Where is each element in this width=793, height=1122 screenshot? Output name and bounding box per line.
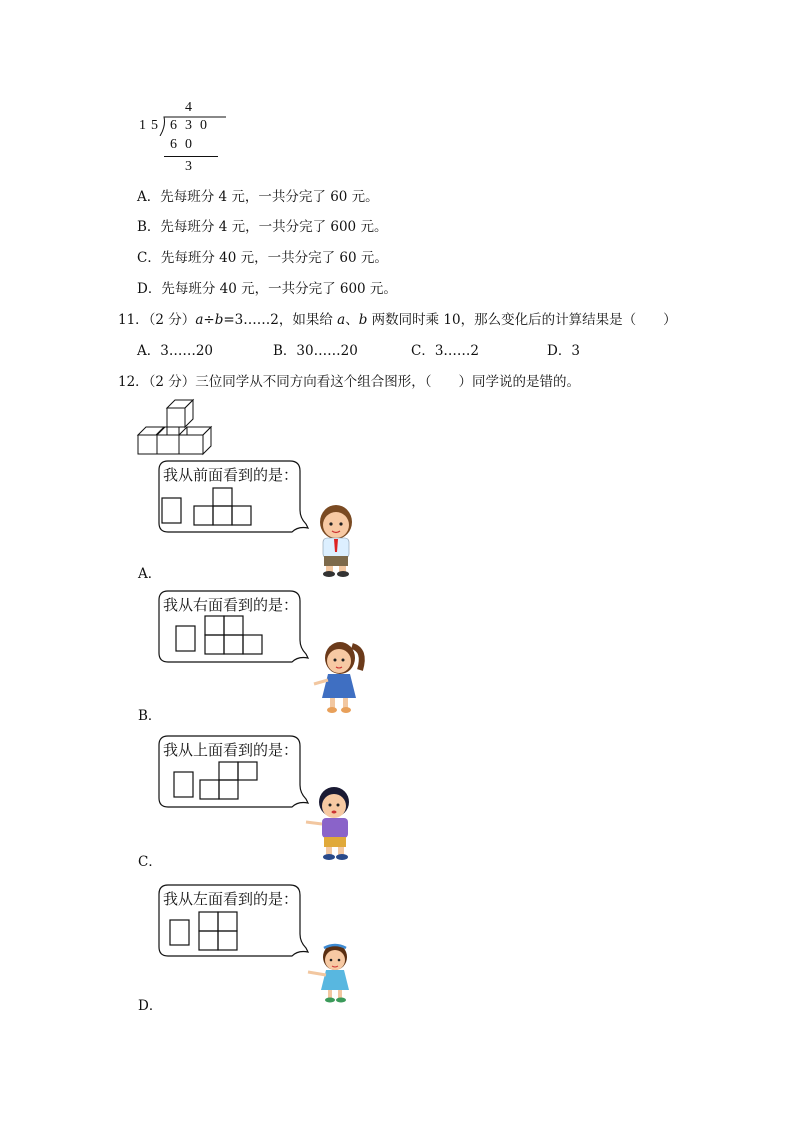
division-rule [164, 156, 218, 157]
q12-question: 12．（2 分）三位同学从不同方向看这个组合图形，（ ）同学说的是错的。 [118, 374, 581, 390]
q12-option-a[interactable]: A． [138, 566, 162, 582]
dividend-digit: 3 [185, 118, 192, 133]
quotient-digit: 4 [185, 100, 192, 115]
product-digit: 0 [185, 137, 192, 152]
q10-option-c[interactable]: C．先每班分 40 元，一共分完了 60 元。 [137, 250, 388, 266]
q11-var-b: b [214, 312, 224, 328]
cube-figure [135, 398, 220, 458]
remainder-digit: 3 [185, 159, 192, 174]
dividend-digit: 0 [200, 118, 207, 133]
q11-var-a: a [195, 312, 204, 328]
q11-question [118, 311, 677, 329]
view-shapes-a [160, 486, 260, 528]
q11-option-b[interactable]: B．30……20 [273, 343, 358, 359]
q11-text-2: 两数同时乘 10，那么变化后的计算结果是（ ） [367, 312, 677, 328]
q11-option-d[interactable]: D．3 [547, 343, 580, 359]
q12-option-d[interactable]: D． [138, 998, 163, 1014]
speech-text-a: 我从前面看到的是： [163, 466, 299, 484]
q11-var-a2: a [337, 312, 346, 328]
speech-text-b: 我从右面看到的是： [163, 596, 299, 614]
q11-option-a[interactable]: A．3……20 [137, 343, 214, 359]
q11-option-c[interactable]: C．3……2 [411, 343, 480, 359]
product-digit: 6 [170, 137, 177, 152]
q11-div-sign: ÷ [203, 312, 215, 328]
q11-prefix: 11．（2 分） [118, 312, 196, 328]
view-shapes-d [168, 910, 242, 952]
q11-comma: 、 [345, 312, 359, 328]
q12-option-b[interactable]: B． [138, 708, 162, 724]
q10-option-d[interactable]: D．先每班分 40 元，一共分完了 600 元。 [137, 281, 397, 297]
view-shapes-b [174, 614, 266, 658]
boy-character-icon [314, 500, 358, 578]
divisor-digit: 5 [151, 118, 158, 133]
boy-character-2-icon [302, 782, 362, 864]
speech-text-c: 我从上面看到的是： [163, 741, 299, 759]
division-bracket [158, 116, 228, 136]
girl-character-2-icon [304, 940, 356, 1006]
girl-character-icon [310, 636, 368, 718]
q11-text-1: =3……2，如果给 [223, 312, 338, 328]
divisor-digit: 1 [139, 118, 146, 133]
q12-option-c[interactable]: C． [138, 854, 162, 870]
dividend-digit: 6 [170, 118, 177, 133]
view-shapes-c [172, 760, 262, 802]
q11-var-b2: b [358, 312, 368, 328]
q10-option-b[interactable]: B．先每班分 4 元，一共分完了 600 元。 [137, 219, 388, 235]
long-division [130, 98, 230, 178]
speech-text-d: 我从左面看到的是： [163, 890, 299, 908]
q10-option-a[interactable]: A．先每班分 4 元，一共分完了 60 元。 [137, 189, 379, 205]
